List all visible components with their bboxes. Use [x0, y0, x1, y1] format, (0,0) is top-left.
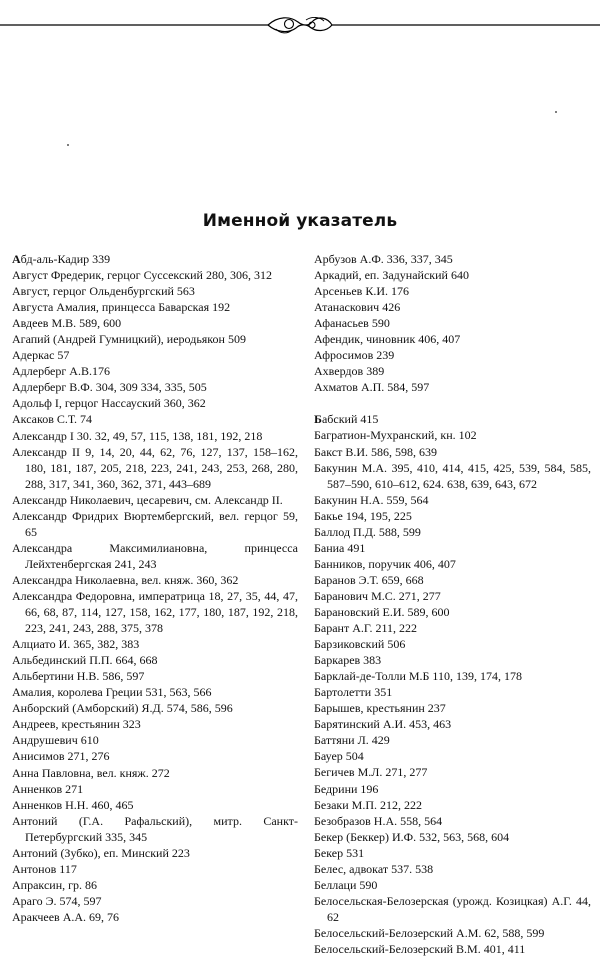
index-entry: Баранов Э.Т. 659, 668 — [314, 572, 424, 587]
index-entry: Барзиковский 506 — [314, 637, 406, 652]
index-entry: Безаки М.П. 212, 222 — [314, 797, 423, 812]
header-ornament — [0, 10, 600, 40]
index-entry: Аракчеев А.А. 69, 76 — [12, 909, 120, 924]
index-entry: Бартолетти 351 — [314, 685, 393, 700]
index-entry: Барановский Е.И. 589, 600 — [314, 604, 450, 619]
index-entry: Августа Амалия, принцесса Баварская 192 — [12, 300, 231, 315]
index-entry: Александра Федоровна, императрица 18, 27, 35, 44, 47, 66, 68, 87, 114, 127, 158, 162, 177, 180, 187, 192, 218, 223, 241, 243, 288, 375, 378 — [12, 588, 298, 636]
index-entry: Баллод П.Д. 588, 599 — [314, 524, 421, 539]
index-entry: Афендик, чиновник 406, 407 — [314, 332, 461, 347]
index-entry: Безобразов Н.А. 558, 564 — [314, 813, 443, 828]
page-title: Именной указатель — [202, 211, 398, 231]
index-entry: Александр I 30. 32, 49, 57, 115, 138, 181, 192, 218 — [12, 428, 263, 443]
index-entry: Александр Николаевич, цесаревич, см. Александр II. — [12, 492, 283, 507]
index-entry: Бакст В.И. 586, 598, 639 — [314, 444, 437, 459]
index-entry: Барант А.Г. 211, 222 — [314, 621, 418, 636]
index-entry: Август Фредерик, герцог Суссекский 280, 306, 312 — [12, 268, 272, 283]
index-entry: Александра Максимилиановна, принцесса Лейхтенбергская 241, 243 — [12, 540, 298, 571]
index-entry: Барятинский А.И. 453, 463 — [314, 717, 452, 732]
index-entry: Андрушевич 610 — [12, 733, 99, 748]
index-entry: Александр II 9, 14, 20, 44, 62, 76, 127, 137, 158–162, 180, 181, 187, 205, 218, 223, 241, 243, 253, 268, 280, 288, 317, 341, 360, 362, 371, 443–689 — [12, 444, 298, 491]
index-entry: Апраксин, гр. 86 — [12, 877, 98, 892]
index-entry: Баттяни Л. 429 — [314, 733, 390, 748]
index-entry: Антоний (Г.А. Рафальский), митр. Санкт-Петербургский 335, 345 — [12, 813, 298, 844]
index-entry: Аксаков С.Т. 74 — [12, 412, 93, 427]
index-entry: Афанасьев 590 — [314, 316, 390, 331]
index-entry: Август, герцог Ольденбургский 563 — [12, 284, 195, 299]
index-entry: Агапий (Андрей Гумницкий), иеродьякон 509 — [12, 332, 246, 347]
index-entry: Бегичев М.Л. 271, 277 — [314, 765, 428, 780]
index-entry: Алциато И. 365, 382, 383 — [12, 637, 140, 652]
index-entry: Атанаскович 426 — [314, 300, 401, 315]
index-entry: Антонов 117 — [12, 861, 77, 876]
index-entry: Адольф I, герцог Нассауский 360, 362 — [12, 396, 206, 411]
index-entry: Авдеев М.В. 589, 600 — [12, 316, 122, 331]
index-entry: Белосельский-Белозерский В.М. 401, 411 — [314, 941, 526, 956]
index-entry: Амалия, королева Греции 531, 563, 566 — [12, 685, 212, 700]
index-entry: Адеркас 57 — [12, 348, 70, 363]
index-entry: Арсеньев К.И. 176 — [314, 284, 410, 299]
index-entry: Ахматов А.П. 584, 597 — [314, 380, 430, 395]
index-entry: Баранович М.С. 271, 277 — [314, 588, 441, 603]
index-entry: Беллаци 590 — [314, 877, 378, 892]
index-entry: Антоний (Зубко), еп. Минский 223 — [12, 845, 190, 860]
index-entry: Александра Николаевна, вел. княж. 360, 362 — [12, 572, 239, 587]
index-entry: Анненков 271 — [12, 781, 84, 796]
index-entry: Бабский 415 — [314, 412, 379, 427]
index-entry: Андреев, крестьянин 323 — [12, 717, 141, 732]
scan-speck — [555, 111, 557, 113]
index-entry: Анборский (Амборский) Я.Д. 574, 586, 596 — [12, 701, 233, 716]
index-entry: Анненков Н.Н. 460, 465 — [12, 797, 134, 812]
index-entry: Бауер 504 — [314, 749, 364, 764]
index-entry: Араго Э. 574, 597 — [12, 893, 102, 908]
index-entry: Абд-аль-Кадир 339 — [12, 252, 111, 266]
index-entry: Белес, адвокат 537. 538 — [314, 861, 434, 876]
index-entry: Бекер (Беккер) И.Ф. 532, 563, 568, 604 — [314, 829, 510, 844]
index-entry: Арбузов А.Ф. 336, 337, 345 — [314, 252, 453, 266]
index-entry: Альбединский П.П. 664, 668 — [12, 653, 158, 668]
index-entry: Ахвердов 389 — [314, 364, 385, 379]
index-entry: Анисимов 271, 276 — [12, 749, 110, 764]
index-entry: Александр Фридрих Вюртембергский, вел. герцог 59, 65 — [12, 508, 298, 539]
index-entry: Альбертини Н.В. 586, 597 — [12, 669, 145, 684]
index-column-left — [12, 251, 298, 925]
index-entry: Баниа 491 — [314, 540, 366, 555]
index-entry: Баркарев 383 — [314, 653, 382, 668]
index-entry: Белосельский-Белозерский А.М. 62, 588, 599 — [314, 925, 545, 940]
index-entry: Бакунин Н.А. 559, 564 — [314, 492, 429, 507]
index-entry: Багратион-Мухранский, кн. 102 — [314, 428, 477, 443]
index-entry: Аркадий, еп. Задунайский 640 — [314, 268, 469, 283]
index-entry: Бакунин М.А. 395, 410, 414, 415, 425, 539, 584, 585, 587–590, 610–612, 624. 638, 639, 643, 672 — [314, 460, 591, 491]
index-entry: Адлерберг В.Ф. 304, 309 334, 335, 505 — [12, 380, 207, 395]
index-entry: Бакье 194, 195, 225 — [314, 508, 412, 523]
index-entry: Барклай-де-Толли М.Б 110, 139, 174, 178 — [314, 669, 522, 684]
scan-speck — [67, 144, 69, 146]
index-entry: Белосельская-Белозерская (урожд. Козицкая) А.Г. 44, 62 — [314, 893, 591, 924]
index-entry: Адлерберг А.В.176 — [12, 364, 110, 379]
index-entry: Афросимов 239 — [314, 348, 395, 363]
index-entry: Бедрини 196 — [314, 781, 379, 796]
index-entry: Банников, поручик 406, 407 — [314, 556, 456, 571]
index-entry: Анна Павловна, вел. княж. 272 — [12, 765, 170, 780]
index-entry: Бекер 531 — [314, 845, 365, 860]
index-entry: Барышев, крестьянин 237 — [314, 701, 446, 716]
index-column-right — [314, 251, 591, 957]
